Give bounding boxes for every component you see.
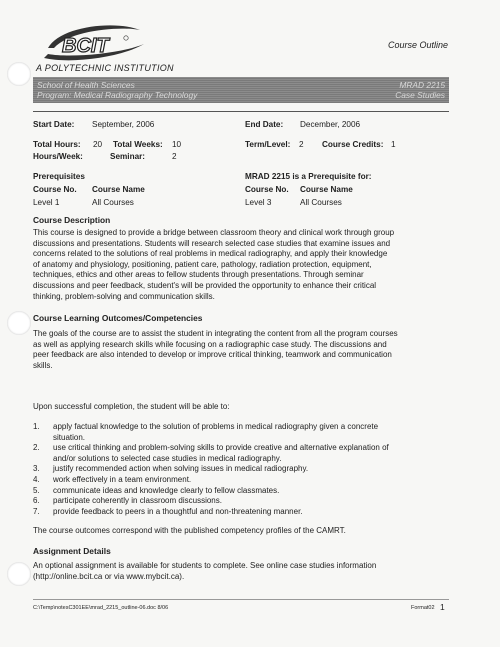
- course-title: Case Studies: [395, 90, 445, 100]
- page-number: 1: [440, 602, 445, 612]
- outcome-line: participate coherently in classroom discussions.: [53, 496, 222, 506]
- outcomes-intro-line: peer feedback are also intended to develop or improve critical thinking, teamwork and communication: [33, 350, 392, 360]
- description-line: concerns related to the solutions of real problems in medical radiography, and apply their knowledge: [33, 249, 388, 259]
- outcome-line: work effectively in a team environment.: [53, 474, 192, 484]
- assignment-text: [33, 561, 451, 582]
- hours-week-label: Hours/Week:: [33, 152, 83, 161]
- prereq-for-course-name-header: Course Name: [300, 185, 353, 194]
- outcome-item: [33, 496, 451, 507]
- outcomes-intro-text: [33, 329, 451, 371]
- outcome-line: use critical thinking and problem-solving skills to provide creative and alternative explanation of: [53, 443, 389, 453]
- course-description-text: [33, 228, 451, 302]
- outcome-line: and/or solutions to selected case studies in medical radiography.: [53, 453, 282, 463]
- outcome-number: 7.: [33, 506, 40, 516]
- assignment-line: An optional assignment is available for students to complete. See online case studies information: [33, 561, 377, 570]
- outcome-item: [33, 507, 451, 518]
- footer-divider: [33, 599, 449, 600]
- outcome-line: justify recommended action when solving issues in medical radiography.: [53, 464, 309, 474]
- end-date-label: End Date:: [245, 120, 284, 129]
- banner-right: [395, 80, 445, 100]
- outcome-item: [33, 486, 451, 497]
- description-line: discussions and peer feedback, student's will be provided the opportunity to enhance their critical: [33, 280, 377, 290]
- outcome-line: apply factual knowledge to the solution of problems in medical radiography given a concrete: [53, 422, 379, 431]
- prereq-for-course-no: Level 3: [245, 198, 272, 207]
- end-date-value: December, 2006: [300, 120, 361, 129]
- prereq-for-course-no-header: Course No.: [245, 185, 289, 194]
- seminar-value: 2: [172, 152, 177, 161]
- assignment-line: (http://online.bcit.ca or via www.mybcit.ca).: [33, 571, 185, 581]
- banner-left: [37, 80, 197, 100]
- start-date-label: Start Date:: [33, 120, 75, 129]
- outcome-line: provide feedback to peers in a thoughtful and non-threatening manner.: [53, 506, 303, 516]
- footer-file-path: C:\Temp\notesC301EE\mrad_2215_outline-06.doc 8/06: [33, 605, 169, 611]
- prereq-course-no: Level 1: [33, 198, 60, 207]
- outcome-number: 4.: [33, 474, 40, 484]
- outcome-number: 6.: [33, 496, 40, 506]
- prereq-course-name: All Courses: [92, 198, 134, 207]
- outcomes-lead-text: Upon successful completion, the student will be able to:: [33, 402, 230, 411]
- description-line: of anatomy and physiology, positioning, patient care, pathology, radiation protection, equipment,: [33, 259, 372, 269]
- outcome-line: communicate ideas and knowledge clearly to fellow classmates.: [53, 485, 280, 495]
- punch-hole-bottom: [7, 562, 31, 586]
- course-credits-label: Course Credits:: [322, 140, 384, 149]
- institution-tagline: A POLYTECHNIC INSTITUTION: [36, 63, 174, 73]
- total-hours-label: Total Hours:: [33, 140, 81, 149]
- punch-hole-top: [7, 62, 31, 86]
- outcome-item: [33, 422, 451, 443]
- bcit-logo: [40, 18, 148, 66]
- description-line: thinking, problem-solving and communication skills.: [33, 291, 215, 301]
- outcomes-intro-line: as well as applying research skills while focusing on a radiographic case study. The discussions and: [33, 339, 387, 349]
- description-line: techniques, ethics and other areas to fellow students through presentations. Through seminar: [33, 270, 364, 280]
- punch-hole-middle: [7, 311, 31, 335]
- outcome-item: [33, 443, 451, 464]
- header-divider: [33, 111, 449, 112]
- outcomes-list: [33, 422, 451, 517]
- prerequisites-heading: Prerequisites: [33, 172, 85, 181]
- outcome-number: 1.: [33, 422, 40, 431]
- outcomes-heading: Course Learning Outcomes/Competencies: [33, 313, 203, 323]
- header-banner: [33, 77, 449, 103]
- prereq-for-course-name: All Courses: [300, 198, 342, 207]
- outcomes-intro-line: skills.: [33, 360, 53, 370]
- outcome-item: [33, 464, 451, 475]
- total-weeks-label: Total Weeks:: [113, 140, 163, 149]
- outcome-line: situation.: [53, 432, 86, 442]
- course-code: MRAD 2215: [399, 80, 445, 90]
- term-level-value: 2: [299, 140, 304, 149]
- term-level-label: Term/Level:: [245, 140, 291, 149]
- assignment-heading: Assignment Details: [33, 546, 111, 556]
- prerequisite-for-heading: MRAD 2215 is a Prerequisite for:: [245, 172, 372, 181]
- start-date-value: September, 2006: [92, 120, 155, 129]
- outcome-number: 2.: [33, 443, 40, 453]
- course-credits-value: 1: [391, 140, 396, 149]
- seminar-label: Seminar:: [110, 152, 146, 161]
- document-type: Course Outline: [387, 40, 448, 50]
- outcome-number: 3.: [33, 464, 40, 474]
- program-name: Program: Medical Radiography Technology: [37, 90, 198, 100]
- logo-wordmark: BCIT: [62, 35, 109, 57]
- course-description-heading: Course Description: [33, 215, 111, 225]
- total-hours-value: 20: [93, 140, 103, 149]
- prereq-course-no-header: Course No.: [33, 185, 77, 194]
- description-line: This course is designed to provide a bridge between classroom theory and clinical work through group: [33, 228, 395, 237]
- total-weeks-value: 10: [172, 140, 182, 149]
- footer-format: Format02: [411, 605, 435, 611]
- description-line: discussions and presentations. Students will research selected case studies that examine issues and: [33, 238, 391, 248]
- outcome-number: 5.: [33, 485, 40, 495]
- outcomes-intro-line: The goals of the course are to assist the student in integrating the content from all the program courses: [33, 329, 398, 338]
- outcome-item: [33, 475, 451, 486]
- prereq-course-name-header: Course Name: [92, 185, 145, 194]
- outcomes-closing-text: The course outcomes correspond with the published competency profiles of the CAMRT.: [33, 526, 346, 535]
- school-name: School of Health Sciences: [37, 80, 135, 90]
